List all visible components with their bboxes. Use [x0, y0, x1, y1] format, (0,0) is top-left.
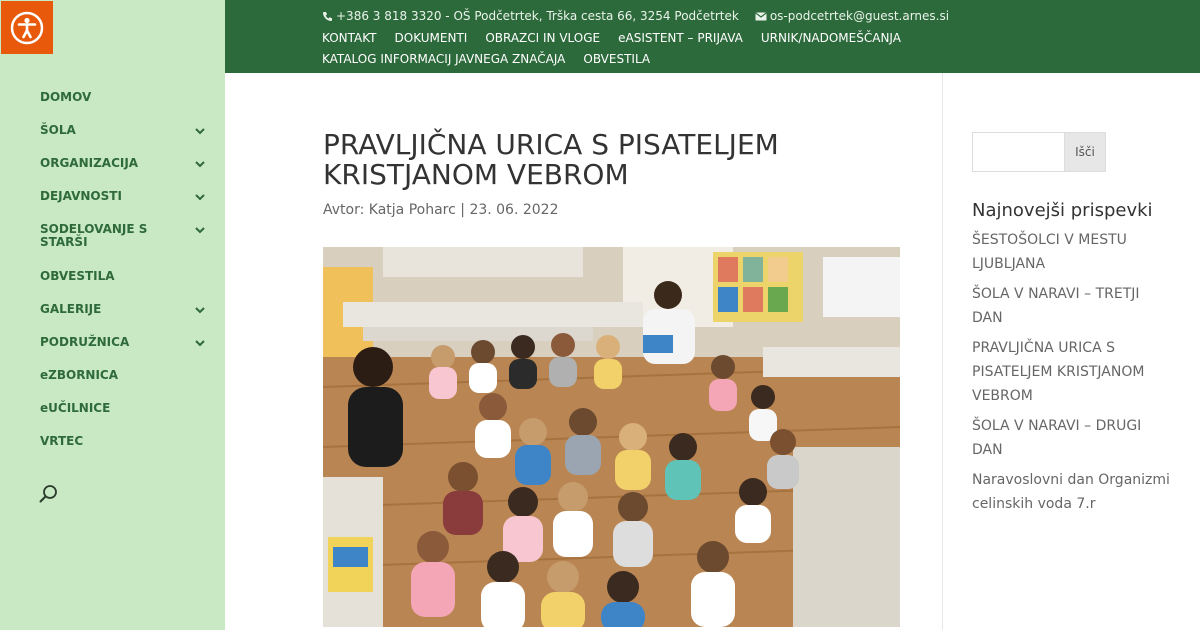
top-link-katalog[interactable]: KATALOG INFORMACIJ JAVNEGA ZNAČAJA	[322, 52, 566, 66]
recent-post-link[interactable]: Naravoslovni dan Organizmi celinskih voda 7.r	[972, 472, 1170, 512]
sidebar-item-label: ŠOLA	[40, 123, 76, 137]
envelope-icon	[755, 12, 767, 21]
sidebar-item-podruznica[interactable]	[40, 336, 210, 349]
recent-post-link[interactable]: PRAVLJIČNA URICA S PISATELJEM KRISTJANOM VEBROM	[972, 340, 1145, 404]
meta-prefix: Avtor:	[323, 202, 365, 218]
sidebar-item-galerije[interactable]	[40, 303, 210, 316]
chevron-down-icon[interactable]	[194, 305, 206, 315]
recent-post-link[interactable]: ŠOLA V NARAVI – TRETJI DAN	[972, 286, 1140, 326]
sidebar-item-sola[interactable]	[40, 124, 210, 137]
chevron-down-icon[interactable]	[194, 192, 206, 202]
top-link-dokumenti[interactable]: DOKUMENTI	[394, 31, 468, 45]
phone-icon	[322, 11, 333, 22]
top-link-kontakt[interactable]: KONTAKT	[322, 31, 377, 45]
sidebar-item-domov[interactable]	[40, 91, 210, 104]
search-input[interactable]	[972, 132, 1064, 172]
sidebar	[0, 0, 225, 630]
contact-info	[322, 9, 949, 23]
recent-posts-list	[972, 228, 1172, 516]
sidebar-item-label: GALERIJE	[40, 302, 102, 316]
chevron-down-icon[interactable]	[194, 225, 206, 235]
sidebar-divider	[942, 73, 943, 630]
accessibility-button[interactable]	[1, 1, 53, 54]
chevron-down-icon[interactable]	[194, 338, 206, 348]
sidebar-item-label: ORGANIZACIJA	[40, 156, 139, 170]
post-meta	[323, 202, 903, 218]
featured-image	[323, 247, 900, 627]
top-links	[322, 30, 962, 67]
sidebar-item-sodelovanje[interactable]	[40, 223, 210, 249]
search-button[interactable]: Išči	[1064, 132, 1106, 172]
sidebar-item-label: DEJAVNOSTI	[40, 189, 122, 203]
meta-separator: |	[460, 202, 465, 218]
top-header	[225, 0, 1200, 73]
post-header	[323, 130, 903, 218]
sidebar-item-dejavnosti[interactable]	[40, 190, 210, 203]
sidebar-item-label: OBVESTILA	[40, 269, 115, 283]
email-link[interactable]	[755, 9, 949, 23]
chevron-down-icon[interactable]	[194, 159, 206, 169]
phone-address-text: +386 3 818 3320 - OŠ Podčetrtek, Trška cesta 66, 3254 Podčetrtek	[336, 9, 739, 23]
search-icon[interactable]	[38, 484, 60, 504]
post-title: PRAVLJIČNA URICA S PISATELJEM KRISTJANOM VEBROM	[323, 128, 779, 191]
recent-posts-title: Najnovejši prispevki	[972, 200, 1153, 221]
sidebar-item-label: SODELOVANJE S STARŠI	[40, 222, 148, 249]
top-link-obvestila[interactable]: OBVESTILA	[583, 52, 651, 66]
sidebar-item-vrtec[interactable]	[40, 435, 210, 448]
email-text: os-podcetrtek@guest.arnes.si	[769, 9, 950, 23]
sidebar-item-label: eZBORNICA	[40, 368, 119, 382]
sidebar-item-organizacija[interactable]	[40, 157, 210, 170]
top-link-obrazci[interactable]: OBRAZCI IN VLOGE	[485, 31, 601, 45]
top-link-urnik[interactable]: URNIK/NADOMEŠČANJA	[760, 31, 901, 45]
sidebar-item-label: eUČILNICE	[40, 401, 111, 415]
right-sidebar	[972, 132, 1172, 522]
accessibility-icon	[10, 11, 44, 45]
sidebar-item-label: VRTEC	[40, 434, 84, 448]
author-link[interactable]: Katja Poharc	[368, 202, 456, 218]
recent-post-link[interactable]: ŠOLA V NARAVI – DRUGI DAN	[972, 418, 1142, 458]
post-date: 23. 06. 2022	[469, 202, 559, 218]
top-link-easistent[interactable]: eASISTENT – PRIJAVA	[618, 31, 743, 45]
sidebar-item-label: PODRUŽNICA	[40, 335, 130, 349]
sidebar-item-ezbornica[interactable]	[40, 369, 210, 382]
sidebar-item-eucilnice[interactable]	[40, 402, 210, 415]
chevron-down-icon[interactable]	[194, 126, 206, 136]
recent-post-link[interactable]: ŠESTOŠOLCI V MESTU LJUBLJANA	[972, 232, 1127, 272]
sidebar-item-obvestila[interactable]	[40, 270, 210, 283]
sidebar-item-label: DOMOV	[40, 90, 92, 104]
search-widget	[972, 132, 1172, 172]
